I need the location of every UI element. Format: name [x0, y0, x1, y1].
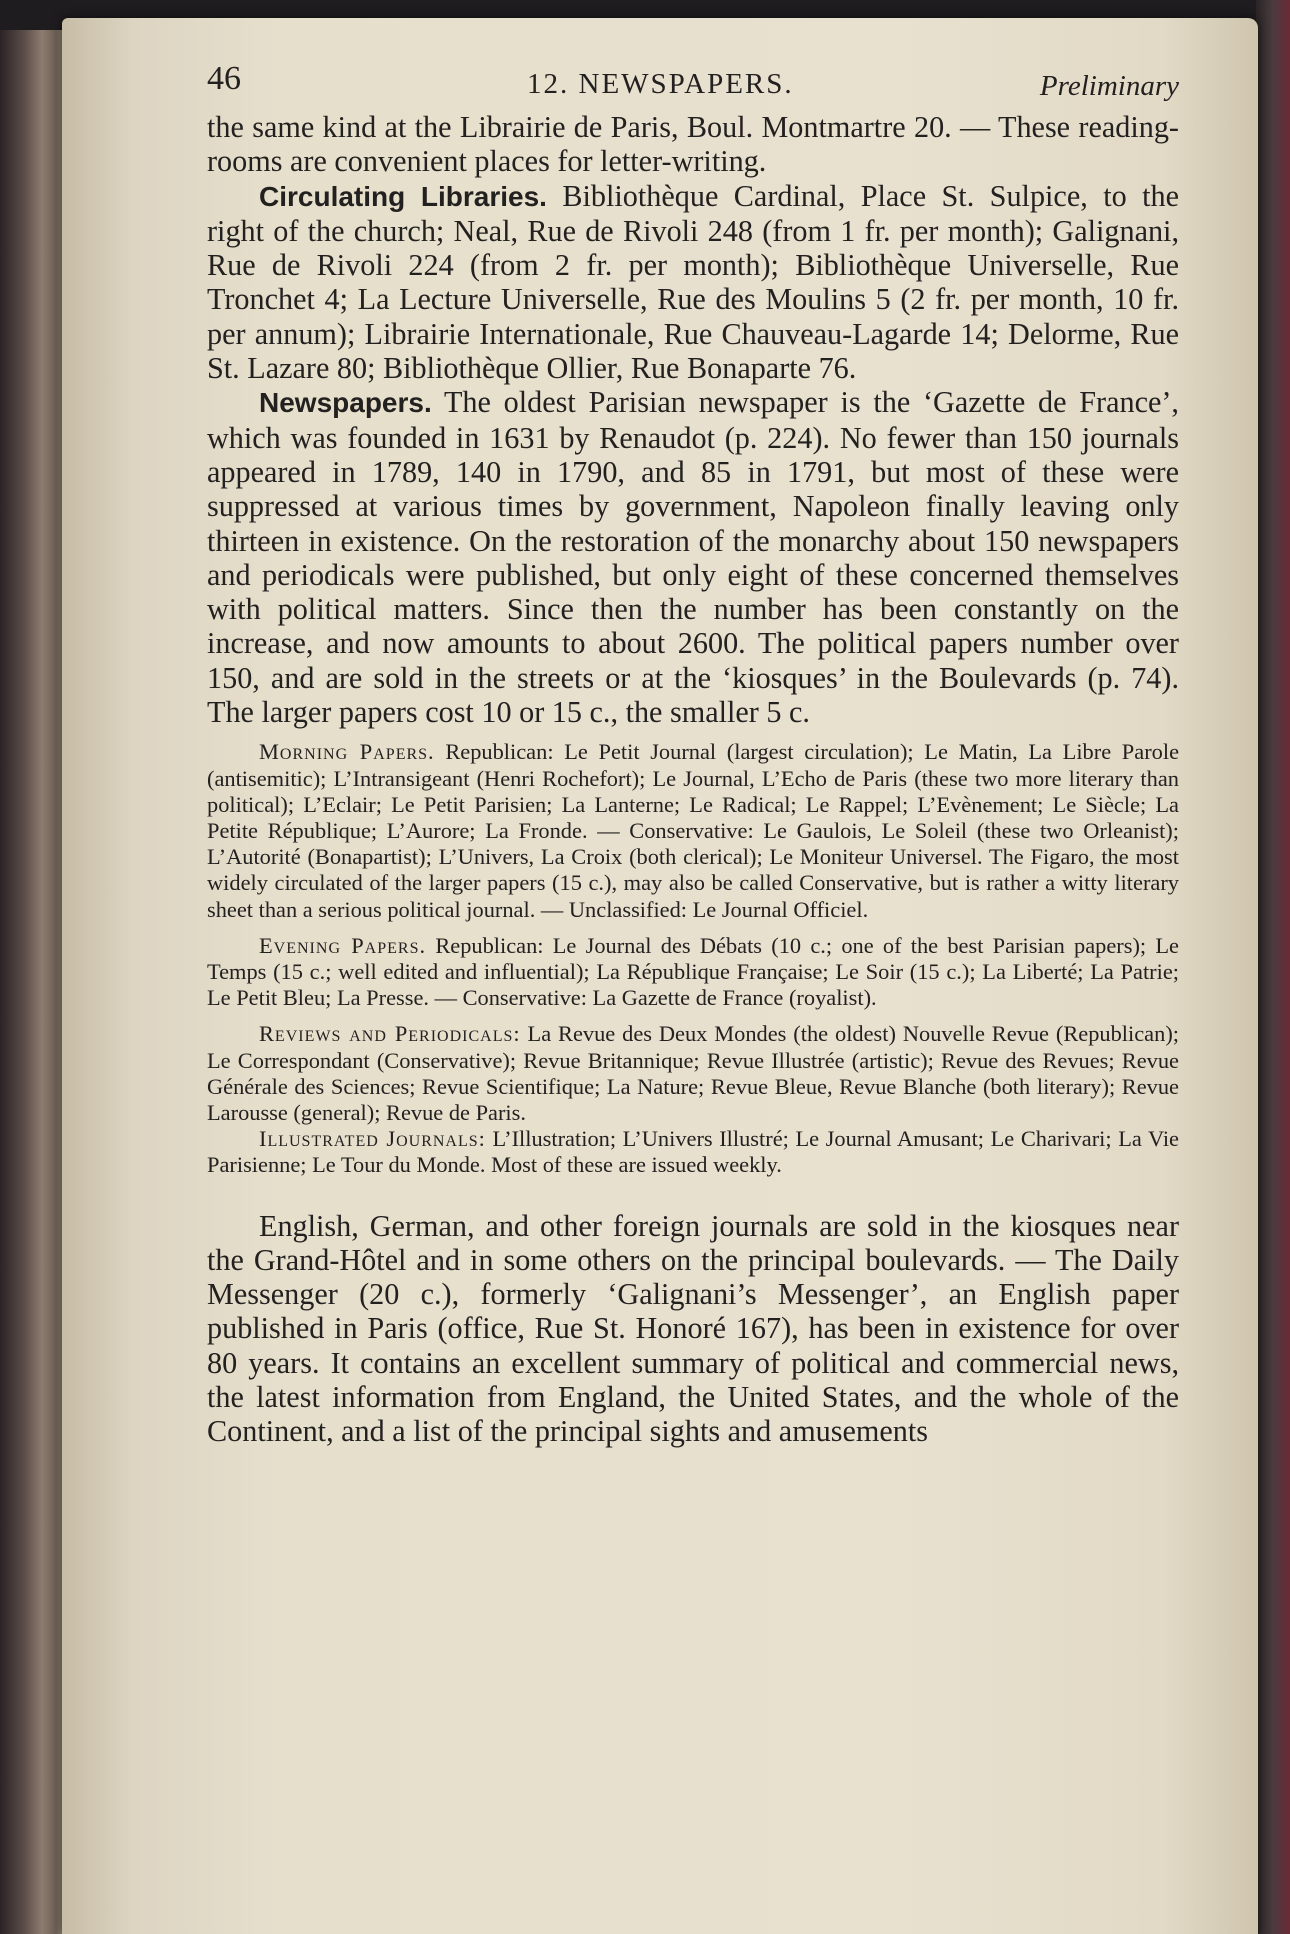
heading-newspapers: Newspapers. [259, 387, 432, 419]
paragraph-newspapers [207, 385, 1179, 729]
circulating-libraries-text: Bibliothèque Cardinal, Place St. Sulpice, to the right of the church; Neal, Rue de Rivoli 248 (from 1 fr. per month); Galignani, Rue de Rivoli 224 (from 2 fr. per month); Bibliothèque Universelle, Rue Tronchet 4; La Lecture Universelle, Rue des Moulins 5 (2 fr. per month, 10 fr. per annum); Librairie Internationale, Rue Chauveau-Lagarde 14; Delorme, Rue St. Lazare 80; Bibliothèque Ollier, Rue Bonaparte 76. [207, 178, 1179, 386]
page-content [207, 60, 1179, 1449]
illustrated-text: L’Illustration; L’Univers Illustré; Le Journal Amusant; Le Charivari; La Vie Parisienne; Le Tour du Monde. Most of these are issued weekly. [207, 1126, 1179, 1178]
heading-morning-papers: Morning Papers. [259, 739, 435, 765]
book-edge [0, 30, 70, 1934]
section-title: Preliminary [1039, 70, 1179, 102]
reviews-text: La Revue des Deux Mondes (the oldest) Nouvelle Revue (Republican); Le Correspondant (Conservative); Revue Britannique; Revue Illustrée (artistic); Revue des Revues; Revue Générale des Sciences; Revue Scientifique; La Nature; Revue Bleue, Revue Blanche (both literary); Revue Larousse (general); Revue de Paris. [207, 1021, 1179, 1125]
heading-illustrated: Illustrated Journals: [259, 1126, 486, 1152]
page-number: 46 [207, 60, 241, 97]
paragraph-morning-papers [207, 739, 1179, 922]
morning-papers-text: Republican: Le Petit Journal (largest circulation); Le Matin, La Libre Parole (antisemitic); L’Intransigeant (Henri Rochefort); Le Journal, L’Echo de Paris (these two more literary than political); L’Eclair; Le Petit Parisien; La Lanterne; Le Radical; Le Rappel; L’Evènement; Le Siècle; La Petite République; L’Aurore; La Fronde. — Conservative: Le Gaulois, Le Soleil (these two Orleanist); L’Autorité (Bonapartist); L’Univers, La Croix (both clerical); Le Moniteur Universel. The Figaro, the most widely circulated of the larger papers (15 c.), may also be called Conservative, but is rather a witty literary sheet than a serious political journal. — Unclassified: Le Journal Officiel. [207, 739, 1180, 922]
paragraph-circulating-libraries [207, 179, 1179, 386]
newspapers-text: The oldest Parisian newspaper is the ‘Gazette de France’, which was founded in 1631 by Renaudot (p. 224). No fewer than 150 journals appeared in 1789, 140 in 1790, and 85 in 1791, but most of these were suppressed at various times by government, Napoleon finally leaving only thirteen in existence. On the restoration of the monarchy about 150 newspapers and periodicals were published, but only eight of these concerned themselves with political matters. Since then the number has been constantly on the increase, and now amounts to about 2600. The political papers number over 150, and are sold in the streets or at the ‘kiosques’ in the Boulevards (p. 74). The larger papers cost 10 or 15 c., the smaller 5 c. [207, 385, 1179, 730]
running-header [207, 60, 1179, 110]
book-cover-edge [1256, 0, 1290, 1934]
paragraph-illustrated [207, 1126, 1179, 1178]
paragraph-reviews [207, 1021, 1179, 1126]
heading-evening-papers: Evening Papers. [259, 932, 427, 958]
paragraph-foreign-journals: English, German, and other foreign journals are sold in the kiosques near the Grand-Hôtel and in some others on the principal boulevards. — The Daily Messenger (20 c.), formerly ‘Galignani’s Messenger’, an English paper published in Paris (office, Rue St. Honoré 167), has been in existence for over 80 years. It contains an excellent summary of political and commercial news, the latest information from England, the United States, and the whole of the Continent, and a list of the principal sights and amusements [207, 1208, 1179, 1449]
paragraph-reading-rooms: the same kind at the Librairie de Paris, Boul. Montmartre 20. — These reading-rooms are convenient places for letter-writing. [207, 110, 1179, 179]
heading-reviews: Reviews and Periodicals: [259, 1021, 521, 1047]
evening-papers-text: Republican: Le Journal des Débats (10 c.; one of the best Parisian papers); Le Temps (15 c.; well edited and influential); La République Française; Le Soir (15 c.); La Liberté; La Patrie; Le Petit Bleu; La Presse. — Conservative: La Gazette de France (royalist). [207, 932, 1179, 1011]
paragraph-evening-papers [207, 933, 1179, 1012]
heading-circulating-libraries: Circulating Libraries. [259, 180, 547, 212]
chapter-title: 12. NEWSPAPERS. [527, 68, 794, 100]
